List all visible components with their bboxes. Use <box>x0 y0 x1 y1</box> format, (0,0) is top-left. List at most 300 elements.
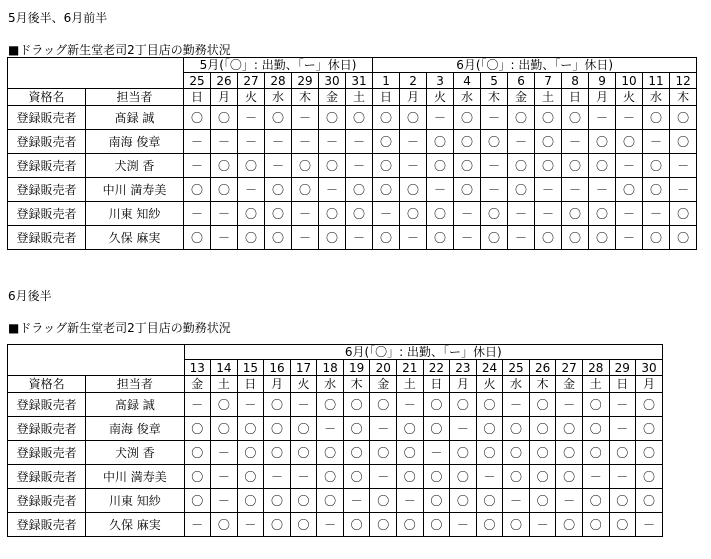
attendance-mark: － <box>211 202 238 226</box>
attendance-mark: － <box>290 393 317 417</box>
attendance-mark: － <box>562 130 589 154</box>
attendance-mark: － <box>450 513 477 537</box>
staff-name: 犬渕 香 <box>86 441 184 465</box>
attendance-mark: － <box>454 202 481 226</box>
attendance-mark: 〇 <box>454 154 481 178</box>
weekday-label: 火 <box>290 376 317 393</box>
weekday-label: 火 <box>427 89 454 106</box>
attendance-mark: 〇 <box>238 226 265 250</box>
attendance-mark: 〇 <box>529 417 556 441</box>
attendance-mark: 〇 <box>317 465 344 489</box>
qualification-column-header: 資格名 <box>8 376 86 393</box>
weekday-label: 日 <box>237 376 264 393</box>
attendance-mark: － <box>373 202 400 226</box>
weekday-label: 日 <box>562 89 589 106</box>
attendance-mark: 〇 <box>643 154 670 178</box>
attendance-mark: 〇 <box>508 178 535 202</box>
attendance-mark: 〇 <box>319 202 346 226</box>
qualification-cell: 登録販売者 <box>8 106 86 130</box>
day-number: 27 <box>556 360 583 376</box>
attendance-mark: 〇 <box>529 393 556 417</box>
staff-row <box>8 106 697 130</box>
attendance-mark: 〇 <box>476 417 503 441</box>
attendance-mark: 〇 <box>265 178 292 202</box>
day-number: 2 <box>400 73 427 89</box>
month-header: 6月(「〇」: 出勤、「ー」休日) <box>373 58 697 73</box>
attendance-mark: 〇 <box>423 513 450 537</box>
attendance-mark: 〇 <box>562 106 589 130</box>
attendance-mark: 〇 <box>211 417 238 441</box>
month-header: 6月(「〇」: 出勤、「ー」休日) <box>184 345 663 360</box>
weekday-label: 火 <box>476 376 503 393</box>
staff-row <box>8 465 663 489</box>
attendance-mark: 〇 <box>370 513 397 537</box>
attendance-mark: 〇 <box>670 202 697 226</box>
attendance-mark: 〇 <box>423 417 450 441</box>
attendance-mark: 〇 <box>211 178 238 202</box>
attendance-mark: － <box>211 226 238 250</box>
attendance-mark: － <box>317 513 344 537</box>
attendance-mark: － <box>184 393 211 417</box>
attendance-mark: 〇 <box>265 226 292 250</box>
day-number: 16 <box>264 360 291 376</box>
staff-name: 犬渕 香 <box>86 154 184 178</box>
attendance-mark: － <box>211 489 238 513</box>
attendance-mark: 〇 <box>397 513 424 537</box>
attendance-mark: － <box>238 178 265 202</box>
weekday-label: 日 <box>373 89 400 106</box>
attendance-mark: 〇 <box>370 489 397 513</box>
schedule-table-2 <box>7 344 663 537</box>
attendance-mark: 〇 <box>397 465 424 489</box>
weekday-label: 金 <box>184 376 211 393</box>
weekday-label: 土 <box>346 89 373 106</box>
attendance-mark: － <box>454 226 481 250</box>
staff-row <box>8 178 697 202</box>
day-number: 23 <box>450 360 477 376</box>
attendance-mark: 〇 <box>643 226 670 250</box>
attendance-mark: － <box>670 178 697 202</box>
attendance-mark: － <box>184 202 211 226</box>
weekday-label: 木 <box>529 376 556 393</box>
attendance-mark: 〇 <box>238 154 265 178</box>
attendance-mark: 〇 <box>373 154 400 178</box>
attendance-mark: － <box>616 202 643 226</box>
attendance-mark: 〇 <box>508 154 535 178</box>
day-number: 29 <box>292 73 319 89</box>
day-number: 30 <box>319 73 346 89</box>
staff-row <box>8 393 663 417</box>
attendance-mark: － <box>616 106 643 130</box>
day-number: 20 <box>370 360 397 376</box>
attendance-mark: － <box>400 154 427 178</box>
attendance-mark: － <box>529 513 556 537</box>
attendance-mark: － <box>184 154 211 178</box>
attendance-mark: 〇 <box>450 465 477 489</box>
attendance-mark: 〇 <box>343 513 370 537</box>
attendance-mark: 〇 <box>670 226 697 250</box>
attendance-mark: 〇 <box>346 106 373 130</box>
attendance-mark: － <box>292 202 319 226</box>
attendance-mark: － <box>589 106 616 130</box>
attendance-mark: 〇 <box>503 441 530 465</box>
attendance-mark: 〇 <box>616 178 643 202</box>
attendance-mark: 〇 <box>290 513 317 537</box>
staff-name: 久保 麻実 <box>86 513 184 537</box>
attendance-mark: 〇 <box>476 513 503 537</box>
attendance-mark: － <box>427 106 454 130</box>
attendance-mark: 〇 <box>184 489 211 513</box>
attendance-mark: － <box>582 465 609 489</box>
staff-row <box>8 489 663 513</box>
staff-row <box>8 130 697 154</box>
qualification-cell: 登録販売者 <box>8 417 86 441</box>
attendance-mark: － <box>211 441 238 465</box>
attendance-mark: 〇 <box>343 393 370 417</box>
attendance-mark: － <box>556 489 583 513</box>
attendance-mark: － <box>508 130 535 154</box>
attendance-mark: 〇 <box>319 106 346 130</box>
section-1-heading: 5月後半、6月前半 <box>8 11 108 25</box>
attendance-mark: － <box>184 513 211 537</box>
attendance-mark: 〇 <box>346 178 373 202</box>
attendance-mark: － <box>636 513 663 537</box>
weekday-label: 木 <box>481 89 508 106</box>
weekday-label: 水 <box>317 376 344 393</box>
qualification-cell: 登録販売者 <box>8 154 86 178</box>
attendance-mark: 〇 <box>319 154 346 178</box>
attendance-mark: 〇 <box>184 226 211 250</box>
weekday-label: 金 <box>556 376 583 393</box>
attendance-mark: 〇 <box>423 393 450 417</box>
attendance-mark: － <box>670 154 697 178</box>
day-number: 4 <box>454 73 481 89</box>
staff-name: 髙録 誠 <box>86 106 184 130</box>
staff-name: 川東 知紗 <box>86 489 184 513</box>
attendance-mark: 〇 <box>609 441 636 465</box>
weekday-label: 月 <box>400 89 427 106</box>
weekday-label: 日 <box>423 376 450 393</box>
attendance-mark: 〇 <box>397 441 424 465</box>
attendance-mark: － <box>319 178 346 202</box>
attendance-mark: 〇 <box>582 489 609 513</box>
attendance-mark: － <box>609 393 636 417</box>
attendance-mark: 〇 <box>556 513 583 537</box>
attendance-mark: 〇 <box>454 130 481 154</box>
attendance-mark: 〇 <box>450 489 477 513</box>
attendance-mark: 〇 <box>400 202 427 226</box>
attendance-mark: 〇 <box>589 130 616 154</box>
day-number: 13 <box>184 360 211 376</box>
attendance-mark: － <box>535 178 562 202</box>
staff-name: 南海 俊章 <box>86 130 184 154</box>
staff-name: 南海 俊章 <box>86 417 184 441</box>
attendance-mark: 〇 <box>556 441 583 465</box>
attendance-mark: 〇 <box>237 489 264 513</box>
attendance-mark: － <box>317 417 344 441</box>
weekday-label: 日 <box>609 376 636 393</box>
attendance-mark: － <box>481 154 508 178</box>
weekday-label: 土 <box>535 89 562 106</box>
attendance-mark: － <box>290 465 317 489</box>
attendance-mark: － <box>508 226 535 250</box>
attendance-mark: 〇 <box>400 106 427 130</box>
attendance-mark: 〇 <box>400 178 427 202</box>
attendance-mark: 〇 <box>211 154 238 178</box>
attendance-mark: 〇 <box>423 465 450 489</box>
attendance-mark: － <box>292 106 319 130</box>
attendance-mark: 〇 <box>397 417 424 441</box>
attendance-mark: － <box>292 130 319 154</box>
attendance-mark: 〇 <box>264 417 291 441</box>
attendance-mark: 〇 <box>211 393 238 417</box>
day-number: 8 <box>562 73 589 89</box>
attendance-mark: 〇 <box>529 465 556 489</box>
attendance-mark: － <box>589 178 616 202</box>
attendance-mark: 〇 <box>609 489 636 513</box>
qualification-cell: 登録販売者 <box>8 465 86 489</box>
schedule-table-1 <box>7 57 697 250</box>
attendance-mark: 〇 <box>582 513 609 537</box>
attendance-mark: 〇 <box>373 106 400 130</box>
attendance-mark: － <box>400 130 427 154</box>
attendance-mark: － <box>535 202 562 226</box>
qualification-cell: 登録販売者 <box>8 441 86 465</box>
attendance-mark: － <box>184 130 211 154</box>
attendance-mark: 〇 <box>454 106 481 130</box>
qualification-cell: 登録販売者 <box>8 489 86 513</box>
day-number: 10 <box>616 73 643 89</box>
qualification-cell: 登録販売者 <box>8 226 86 250</box>
attendance-mark: 〇 <box>636 417 663 441</box>
attendance-mark: 〇 <box>556 417 583 441</box>
weekday-label: 木 <box>292 89 319 106</box>
attendance-mark: 〇 <box>670 130 697 154</box>
weekday-label: 火 <box>238 89 265 106</box>
attendance-mark: 〇 <box>237 441 264 465</box>
attendance-mark: 〇 <box>450 393 477 417</box>
weekday-label: 月 <box>589 89 616 106</box>
attendance-mark: 〇 <box>476 489 503 513</box>
attendance-mark: 〇 <box>582 393 609 417</box>
attendance-mark: 〇 <box>265 202 292 226</box>
attendance-mark: 〇 <box>184 178 211 202</box>
attendance-mark: － <box>556 393 583 417</box>
attendance-mark: 〇 <box>427 130 454 154</box>
staff-row <box>8 441 663 465</box>
attendance-mark: 〇 <box>290 417 317 441</box>
attendance-mark: 〇 <box>636 489 663 513</box>
staff-row <box>8 513 663 537</box>
section-2-heading: 6月後半 <box>8 289 52 303</box>
weekday-label: 月 <box>450 376 477 393</box>
attendance-mark: － <box>397 489 424 513</box>
attendance-mark: － <box>370 465 397 489</box>
attendance-mark: 〇 <box>238 202 265 226</box>
day-number: 28 <box>582 360 609 376</box>
day-number: 22 <box>423 360 450 376</box>
weekday-label: 土 <box>397 376 424 393</box>
section-1-caption: ■ドラッグ新生堂老司2丁目店の勤務状況 <box>8 43 231 57</box>
attendance-mark: 〇 <box>290 489 317 513</box>
attendance-mark: － <box>319 130 346 154</box>
qualification-cell: 登録販売者 <box>8 393 86 417</box>
attendance-mark: － <box>211 465 238 489</box>
day-number: 26 <box>211 73 238 89</box>
attendance-mark: 〇 <box>317 441 344 465</box>
attendance-mark: 〇 <box>529 489 556 513</box>
weekday-label: 水 <box>643 89 670 106</box>
attendance-mark: 〇 <box>535 106 562 130</box>
weekday-label: 水 <box>454 89 481 106</box>
attendance-mark: － <box>427 178 454 202</box>
day-number: 9 <box>589 73 616 89</box>
weekday-label: 月 <box>264 376 291 393</box>
attendance-mark: － <box>616 154 643 178</box>
attendance-mark: － <box>476 465 503 489</box>
weekday-label: 金 <box>319 89 346 106</box>
attendance-mark: 〇 <box>264 513 291 537</box>
attendance-mark: 〇 <box>481 202 508 226</box>
attendance-mark: 〇 <box>589 226 616 250</box>
attendance-mark: 〇 <box>370 441 397 465</box>
attendance-mark: － <box>616 226 643 250</box>
staff-row <box>8 417 663 441</box>
day-number: 1 <box>373 73 400 89</box>
day-number: 28 <box>265 73 292 89</box>
attendance-mark: 〇 <box>184 417 211 441</box>
attendance-mark: 〇 <box>290 441 317 465</box>
weekday-label: 土 <box>582 376 609 393</box>
day-number: 7 <box>535 73 562 89</box>
attendance-mark: － <box>503 489 530 513</box>
day-number: 17 <box>290 360 317 376</box>
attendance-mark: 〇 <box>616 130 643 154</box>
day-number: 11 <box>643 73 670 89</box>
header-corner <box>8 58 184 89</box>
staff-name: 中川 満寿美 <box>86 178 184 202</box>
day-number: 29 <box>609 360 636 376</box>
weekday-label: 金 <box>508 89 535 106</box>
attendance-mark: 〇 <box>317 393 344 417</box>
day-number: 21 <box>397 360 424 376</box>
attendance-mark: － <box>481 106 508 130</box>
attendance-mark: － <box>265 130 292 154</box>
month-header: 5月(「〇」: 出勤、「ー」休日) <box>184 58 373 73</box>
attendance-mark: － <box>481 178 508 202</box>
attendance-mark: 〇 <box>184 465 211 489</box>
attendance-mark: － <box>292 226 319 250</box>
attendance-mark: 〇 <box>454 178 481 202</box>
day-number: 26 <box>529 360 556 376</box>
header-corner <box>8 345 185 376</box>
staff-name: 中川 満寿美 <box>86 465 184 489</box>
attendance-mark: － <box>609 417 636 441</box>
attendance-mark: 〇 <box>427 202 454 226</box>
qualification-cell: 登録販売者 <box>8 178 86 202</box>
attendance-mark: － <box>346 154 373 178</box>
attendance-mark: － <box>211 130 238 154</box>
weekday-label: 月 <box>636 376 663 393</box>
attendance-mark: 〇 <box>670 106 697 130</box>
attendance-mark: － <box>343 489 370 513</box>
day-number: 19 <box>343 360 370 376</box>
attendance-mark: － <box>237 393 264 417</box>
attendance-mark: 〇 <box>343 417 370 441</box>
attendance-mark: 〇 <box>264 489 291 513</box>
staff-column-header: 担当者 <box>86 376 184 393</box>
attendance-mark: 〇 <box>450 441 477 465</box>
qualification-cell: 登録販売者 <box>8 513 86 537</box>
attendance-mark: 〇 <box>427 226 454 250</box>
attendance-mark: － <box>423 441 450 465</box>
attendance-mark: － <box>370 417 397 441</box>
attendance-mark: 〇 <box>476 393 503 417</box>
attendance-mark: － <box>400 226 427 250</box>
weekday-label: 日 <box>184 89 211 106</box>
attendance-mark: 〇 <box>535 154 562 178</box>
attendance-mark: 〇 <box>292 178 319 202</box>
weekday-label: 木 <box>670 89 697 106</box>
day-number: 27 <box>238 73 265 89</box>
attendance-mark: 〇 <box>535 130 562 154</box>
attendance-mark: 〇 <box>636 393 663 417</box>
section-2-caption: ■ドラッグ新生堂老司2丁目店の勤務状況 <box>8 321 231 335</box>
attendance-mark: 〇 <box>370 393 397 417</box>
attendance-mark: － <box>508 202 535 226</box>
weekday-label: 金 <box>370 376 397 393</box>
attendance-mark: 〇 <box>582 417 609 441</box>
attendance-mark: 〇 <box>589 202 616 226</box>
attendance-mark: 〇 <box>317 489 344 513</box>
qualification-cell: 登録販売者 <box>8 130 86 154</box>
attendance-mark: 〇 <box>184 106 211 130</box>
attendance-mark: 〇 <box>529 441 556 465</box>
attendance-mark: 〇 <box>343 441 370 465</box>
day-number: 3 <box>427 73 454 89</box>
attendance-mark: － <box>609 465 636 489</box>
day-number: 31 <box>346 73 373 89</box>
attendance-mark: 〇 <box>373 130 400 154</box>
attendance-mark: － <box>238 106 265 130</box>
staff-name: 久保 麻実 <box>86 226 184 250</box>
day-number: 24 <box>476 360 503 376</box>
attendance-mark: － <box>562 178 589 202</box>
day-number: 30 <box>636 360 663 376</box>
staff-row <box>8 154 697 178</box>
attendance-mark: 〇 <box>582 441 609 465</box>
attendance-mark: 〇 <box>481 130 508 154</box>
staff-row <box>8 226 697 250</box>
attendance-mark: 〇 <box>211 513 238 537</box>
attendance-mark: 〇 <box>609 513 636 537</box>
day-number: 18 <box>317 360 344 376</box>
attendance-mark: 〇 <box>343 465 370 489</box>
attendance-mark: 〇 <box>503 465 530 489</box>
qualification-cell: 登録販売者 <box>8 202 86 226</box>
staff-row <box>8 202 697 226</box>
attendance-mark: 〇 <box>636 465 663 489</box>
attendance-mark: 〇 <box>184 441 211 465</box>
attendance-mark: － <box>238 130 265 154</box>
attendance-mark: 〇 <box>264 393 291 417</box>
attendance-mark: 〇 <box>346 202 373 226</box>
attendance-mark: 〇 <box>211 106 238 130</box>
day-number: 12 <box>670 73 697 89</box>
attendance-mark: － <box>264 465 291 489</box>
attendance-mark: 〇 <box>476 441 503 465</box>
weekday-label: 月 <box>211 89 238 106</box>
